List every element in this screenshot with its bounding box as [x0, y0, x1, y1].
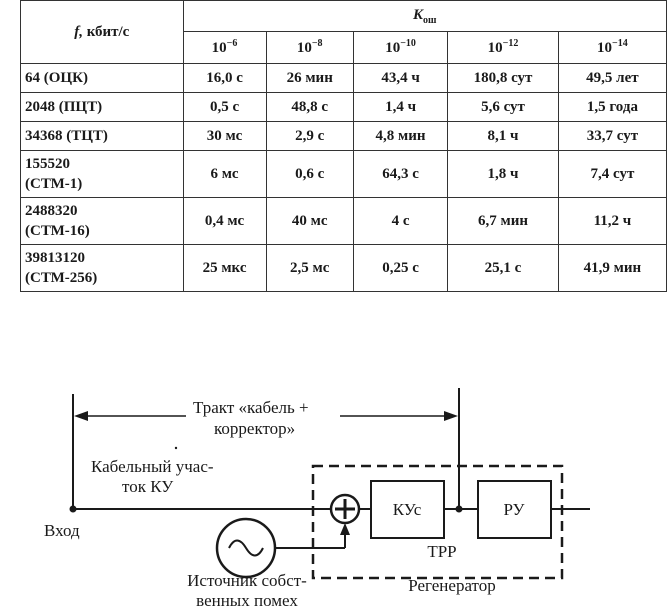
trr-label: ТРР [427, 542, 457, 561]
table-cell: 0,4 мс [183, 198, 266, 245]
regenerator-diagram [0, 370, 669, 614]
exp-base: 10 [211, 40, 227, 56]
table-row [21, 198, 667, 245]
table-cell: 4,8 мин [353, 122, 447, 151]
ru-label: РУ [503, 500, 525, 519]
table-cell: 6 мс [183, 151, 266, 198]
rate-value: 34368 (ТЦТ) [25, 128, 108, 144]
table-cell: 2,9 с [266, 122, 353, 151]
table-row [21, 151, 667, 198]
exp-base: 10 [487, 40, 503, 56]
table-cell: 64,3 с [353, 151, 447, 198]
rate-level: (СТМ-16) [25, 223, 90, 239]
rate-value: 2488320 [25, 203, 78, 219]
source-label-1: Источник собст- [187, 571, 307, 590]
row-rate [21, 198, 184, 245]
exp-power: −14 [612, 38, 628, 49]
header-exp-0 [183, 32, 266, 64]
table-cell: 11,2 ч [558, 198, 666, 245]
rate-value: 155520 [25, 156, 70, 172]
exp-power: −6 [226, 38, 238, 49]
row-rate [21, 245, 184, 292]
f-symbol: f, [74, 23, 83, 40]
table-cell: 2,5 мс [266, 245, 353, 292]
tract-label-1: Тракт «кабель + [193, 398, 309, 417]
table-cell: 0,6 с [266, 151, 353, 198]
header-exp-4 [558, 32, 666, 64]
stray-dot [175, 447, 177, 449]
table-row [21, 245, 667, 292]
table-cell: 1,4 ч [353, 93, 447, 122]
table-cell: 16,0 с [183, 64, 266, 93]
table-cell: 30 мс [183, 122, 266, 151]
header-row-1 [21, 1, 667, 32]
table-cell: 48,8 с [266, 93, 353, 122]
row-rate [21, 151, 184, 198]
input-node [70, 506, 77, 513]
table-cell: 25 мкс [183, 245, 266, 292]
table-cell: 6,7 мин [448, 198, 559, 245]
trr-node [456, 506, 463, 513]
exp-power: −10 [400, 38, 416, 49]
table-cell: 1,8 ч [448, 151, 559, 198]
table-cell: 40 мс [266, 198, 353, 245]
table-cell: 26 мин [266, 64, 353, 93]
header-exp-3 [448, 32, 559, 64]
rate-level: (СТМ-1) [25, 176, 83, 192]
table-cell: 180,8 сут [448, 64, 559, 93]
table-row [21, 64, 667, 93]
table-cell: 5,6 сут [448, 93, 559, 122]
exp-power: −12 [502, 38, 519, 49]
kus-label: КУс [392, 500, 422, 519]
table-cell: 0,25 с [353, 245, 447, 292]
noise-arrowhead-icon [340, 523, 350, 535]
table-cell: 0,5 с [183, 93, 266, 122]
table-cell: 41,9 мин [558, 245, 666, 292]
arrowhead-right-icon [444, 411, 458, 421]
arrowhead-left-icon [74, 411, 88, 421]
error-time-table [20, 0, 667, 292]
table-cell: 8,1 ч [448, 122, 559, 151]
header-exp-1 [266, 32, 353, 64]
rate-value: 39813120 [25, 250, 85, 266]
f-unit: кбит/с [86, 23, 130, 40]
row-rate [21, 64, 184, 93]
cable-label-2: ток КУ [122, 477, 174, 496]
row-rate [21, 93, 184, 122]
table-row [21, 93, 667, 122]
exp-base: 10 [296, 40, 312, 56]
table-cell: 33,7 сут [558, 122, 666, 151]
table-cell: 25,1 с [448, 245, 559, 292]
source-label-2: венных помех [196, 591, 298, 610]
table-cell: 7,4 сут [558, 151, 666, 198]
k-subscript: ош [423, 14, 437, 26]
table-cell: 1,5 года [558, 93, 666, 122]
table-cell: 49,5 лет [558, 64, 666, 93]
regenerator-label: Регенератор [408, 576, 496, 595]
input-label: Вход [44, 521, 80, 540]
table-body [21, 64, 667, 292]
k-symbol: K [413, 6, 424, 23]
header-k [183, 1, 666, 32]
rate-value: 2048 (ПЦТ) [25, 99, 103, 115]
table-row [21, 122, 667, 151]
rate-level: (СТМ-256) [25, 270, 98, 286]
row-rate [21, 122, 184, 151]
exp-power: −8 [311, 38, 323, 49]
table-cell: 43,4 ч [353, 64, 447, 93]
header-exp-2 [353, 32, 447, 64]
exp-base: 10 [597, 40, 613, 56]
table-cell: 4 с [353, 198, 447, 245]
cable-label-1: Кабельный учас- [91, 457, 214, 476]
header-rate [21, 1, 184, 64]
tract-label-2: корректор» [214, 419, 296, 438]
rate-value: 64 (ОЦК) [25, 70, 88, 86]
exp-base: 10 [385, 40, 401, 56]
